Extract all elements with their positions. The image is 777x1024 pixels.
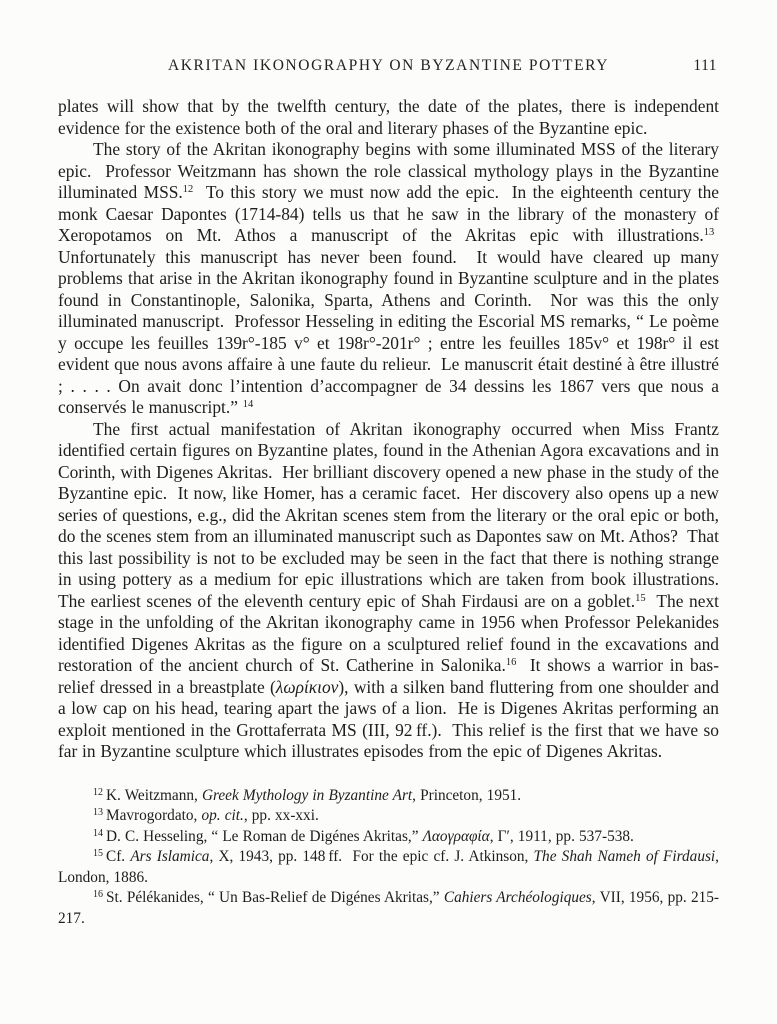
italic-text: op. cit. — [201, 807, 244, 825]
footnote-reference: 15 — [635, 592, 646, 604]
text-run: The first actual manifestation of Akritan ikonography occurred when Miss Frantz identified certain figures on Byzantine plates, found in the Athenian Agora excavations and in Corinth, with Digenes Akritas. Her brilliant discovery opened a new phase in the study of the Byzantine epic. It now, like Homer, has a ceramic facet. Her discovery also opens up a new series of questions, e.g., did the Akritan scenes stem from the literary or the oral epic or both, do the scenes stem from an illuminated manuscript such as Dapontes saw on Mt. Athos? That this last possibility is not to be excluded may be seen in the fact that there is nothing strange in using pottery as a medium for epic illustrations which are taken from book illustrations. The earliest scenes of the eleventh century epic of Shah Firdausi are on a goblet. — [58, 418, 719, 611]
text-run: It shows a warrior in bas-relief dressed in a breastplate ( — [58, 655, 719, 697]
text-run: St. Pélékanides, “ Un Bas-Relief de Digénes Akritas,” — [106, 889, 444, 907]
footnote-reference: 12 — [182, 184, 194, 195]
footnote — [58, 806, 719, 827]
italic-text: Ars Islamica — [130, 848, 210, 866]
italic-text: Λαογραφία — [422, 827, 490, 845]
footnote-number: 12 — [93, 786, 103, 798]
text-run: D. C. Hesseling, “ Le Roman de Digénes Akritas,” — [106, 827, 423, 845]
footnote-number: 15 — [93, 848, 103, 860]
text-run: , pp. xx-xxi. — [243, 807, 319, 825]
text-run: , VII, 1956, pp. 215-217. — [58, 889, 720, 928]
footnote — [58, 786, 719, 807]
text-run: The story of the Akritan ikonography begins with some illuminated MSS of the literary epic. Professor Weitzmann has shown the role classical mythology plays in the Byzantine illuminated MSS. — [58, 139, 719, 202]
footnote — [58, 888, 719, 929]
footnote-reference: 13 — [703, 227, 715, 238]
body-paragraph — [58, 96, 719, 139]
page-content — [58, 56, 719, 930]
footnote-number: 13 — [93, 807, 103, 819]
italic-text: λωρίκιον — [275, 676, 339, 697]
italic-text: Cahiers Archéologiques — [443, 889, 592, 907]
footnote-reference: 14 — [242, 399, 254, 410]
text-run: ), with a silken band fluttering from one shoulder and a low cap on his head, tearing apart the jaws of a lion. He is Digenes Akritas performing an exploit mentioned in the Grottaferrata MS (III, 92 ff.). This relief is the first that we have so far in Byzantine sculpture which illustrates episodes from the epic of Digenes Akritas. — [58, 676, 720, 761]
text-run: , Γ′, 1911, pp. 537-538. — [489, 827, 634, 845]
footnote-number: 16 — [93, 889, 103, 901]
text-run: , Princeton, 1951. — [412, 786, 522, 804]
body-paragraph — [58, 139, 719, 419]
footnotes-section — [58, 786, 719, 930]
text-run: To this story we must now add the epic. In the eighteenth century the monk Caesar Dapontes (1714-84) tells us that he saw in the library of the monastery of Xeropotamos on Mt. Athos a manuscript of the Akritas epic with illustrations. — [58, 182, 719, 245]
text-run: , London, 1886. — [58, 848, 719, 886]
footnote — [58, 827, 719, 848]
text-run: plates will show that by the twelfth century, the date of the plates, there is independent evidence for the existence both of the oral and literary phases of the Byzantine epic. — [58, 96, 719, 138]
footnote-number: 14 — [93, 827, 103, 839]
italic-text: The Shah Nameh of Firdausi — [533, 848, 716, 866]
running-header-title: AKRITAN IKONOGRAPHY ON BYZANTINE POTTERY — [167, 57, 610, 74]
text-run: The next stage in the unfolding of the Akritan ikonography came in 1956 when Professor Pelekanides identified Digenes Akritas as the figure on a sculptured relief found in the excavations and restoration of the ancient church of St. Catherine in Salonika. — [58, 590, 719, 675]
text-run: , X, 1943, pp. 148 ff. For the epic cf. J. Atkinson, — [209, 848, 534, 866]
text-run: Mavrogordato, — [106, 807, 202, 825]
italic-text: Greek Mythology in Byzantine Art — [201, 786, 413, 804]
running-header — [58, 56, 719, 75]
footnote-reference: 16 — [505, 657, 517, 668]
text-run: Cf. — [106, 848, 131, 866]
footnote — [58, 847, 719, 888]
article-body — [58, 96, 719, 763]
body-paragraph — [58, 419, 719, 763]
text-run: K. Weitzmann, — [106, 786, 202, 804]
page-number: 111 — [693, 57, 717, 74]
text-run: Unfortunately this manuscript has never been found. It would have cleared up many problems that arise in the Akritan ikonography found in Byzantine sculpture and in the plates found in Constantinople, Salonika, Sparta, Athens and Corinth. Nor was this the only illuminated manuscript. Professor Hesseling in editing the Escorial MS remarks, “ Le poème y occupe les feuilles 139r°-185 v° et 198r°-201r° ; entre les feuilles 185v° et 198r° il est evident que nous avons affaire à une faute du relieur. Le manuscrit était destiné à être illustré ; . . . . On avait donc l’intention d’accompagner de 34 dessins les 1867 vers que nous a conservés le manuscript.” — [58, 225, 719, 417]
